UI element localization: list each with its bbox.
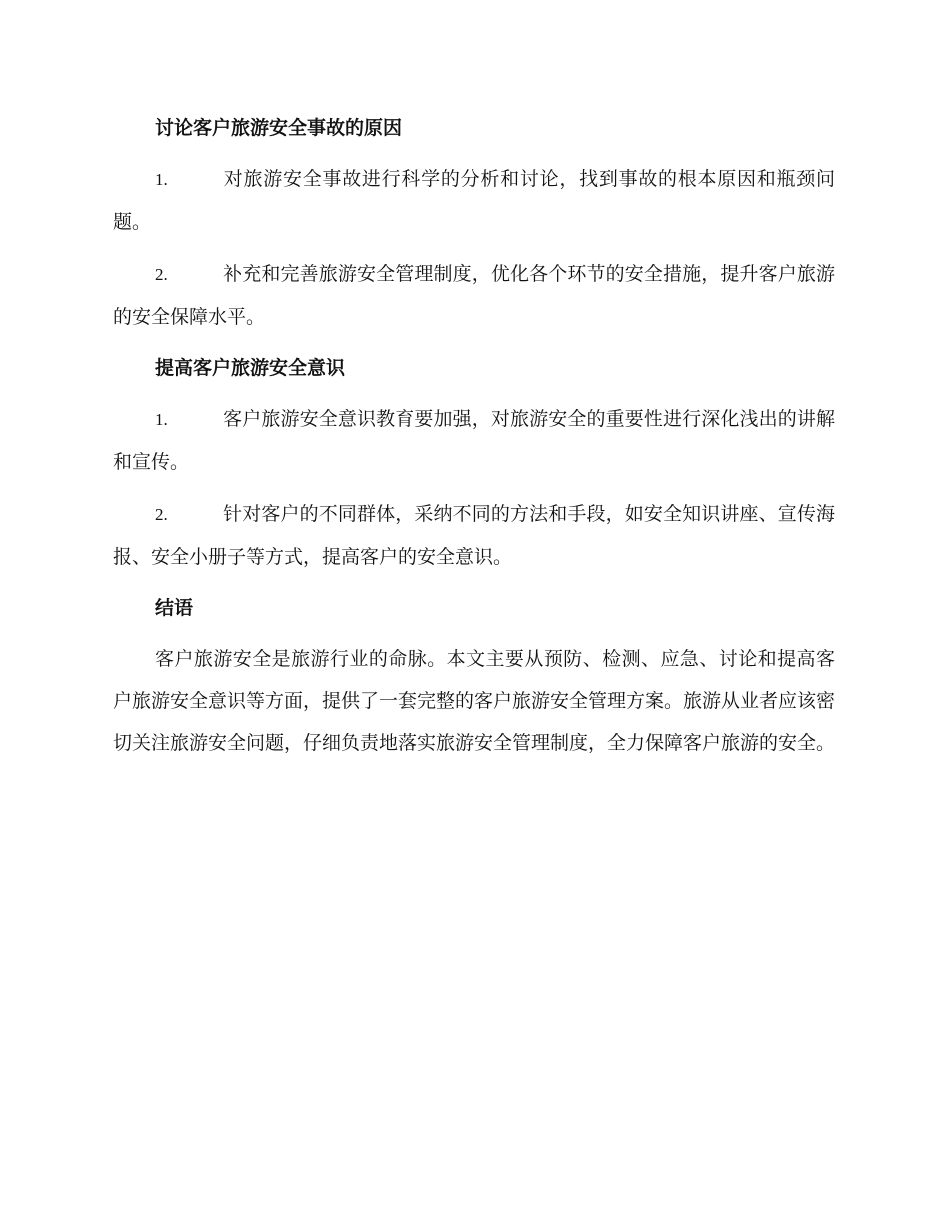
list-item-text: 对旅游安全事故进行科学的分析和讨论，找到事故的根本原因和瓶颈问题。	[113, 168, 835, 233]
list-number: 1.	[155, 410, 168, 429]
list-number: 2.	[155, 505, 168, 524]
conclusion-paragraph: 客户旅游安全是旅游行业的命脉。本文主要从预防、检测、应急、讨论和提高客户旅游安全意识等方面，提供了一套完整的客户旅游安全管理方案。旅游从业者应该密切关注旅游安全问题，仔细负责地落实旅游安全管理制度，全力保障客户旅游的安全。	[113, 648, 836, 754]
section-heading-causes: 讨论客户旅游安全事故的原因	[155, 117, 403, 139]
list-item	[113, 493, 835, 578]
list-item	[113, 398, 835, 483]
list-item-text: 客户旅游安全意识教育要加强，对旅游安全的重要性进行深化浅出的讲解和宣传。	[113, 408, 835, 473]
document-page	[113, 108, 835, 764]
list-number: 1.	[155, 170, 168, 189]
list-item	[113, 253, 835, 338]
list-item-text: 补充和完善旅游安全管理制度，优化各个环节的安全措施，提升客户旅游的安全保障水平。	[113, 263, 835, 328]
list-item	[113, 158, 835, 243]
list-number: 2.	[155, 265, 168, 284]
section-heading-conclusion: 结语	[155, 597, 194, 619]
list-item-text: 针对客户的不同群体，采纳不同的方法和手段，如安全知识讲座、宣传海报、安全小册子等方式，提高客户的安全意识。	[113, 503, 835, 568]
section-heading-awareness: 提高客户旅游安全意识	[155, 357, 346, 379]
